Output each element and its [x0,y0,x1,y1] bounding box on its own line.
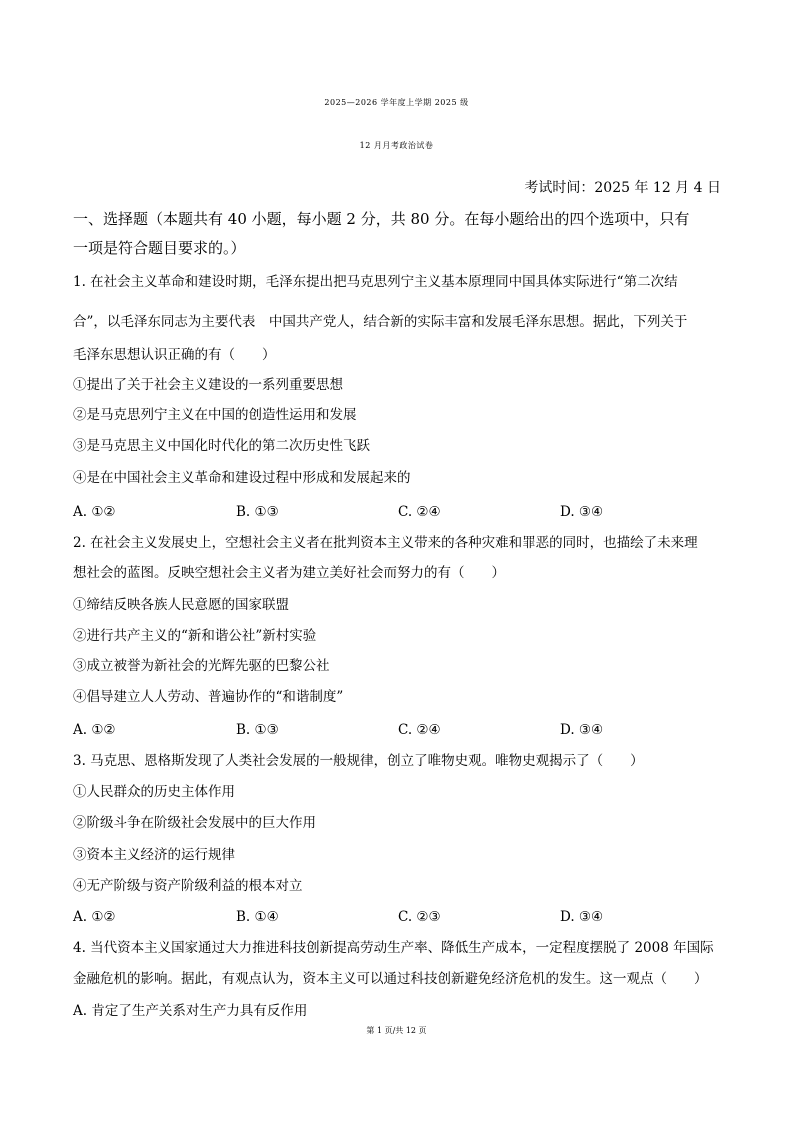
q3-option-c: C. ②③ [398,909,441,925]
q3-option-a: A. ①② [73,909,116,925]
q4-stem-line-1: 4. 当代资本主义国家通过大力推进科技创新提高劳动生产率、降低生产成本，一定程度摆脱了 2008 年国际 [73,940,714,956]
q2-option-b: B. ①③ [236,722,279,738]
q2-option-a: A. ①② [73,722,116,738]
page-footer: 第 1 页/共 12 页 [366,1026,427,1035]
section-instructions-line-2: 一项是符合题目要求的。） [73,239,246,257]
q1-options [73,503,733,521]
q2-option-d: D. ③④ [560,722,604,738]
q1-stem-line-1: 1. 在社会主义革命和建设时期，毛泽东提出把马克思列宁主义基本原理同中国具体实际进行“第二次结 [73,274,678,290]
q2-item-2: ②进行共产主义的“新和谐公社”新村实验 [73,628,317,644]
q3-item-1: ①人民群众的历史主体作用 [73,784,235,800]
q4-option-a: A. 肯定了生产关系对生产力具有反作用 [73,1003,308,1019]
q3-stem-line-1: 3. 马克思、恩格斯发现了人类社会发展的一般规律，创立了唯物史观。唯物史观揭示了（ ） [73,753,644,769]
q1-item-3: ③是马克思主义中国化时代化的第二次历史性飞跃 [73,438,370,454]
q3-option-d: D. ③④ [560,909,604,925]
q3-option-b: B. ①④ [236,909,279,925]
q1-option-c: C. ②④ [398,504,441,520]
exam-title-line-2: 12 月月考政治试卷 [359,141,434,150]
q3-item-3: ③资本主义经济的运行规律 [73,847,235,863]
section-instructions-line-1: 一、选择题（本题共有 40 小题，每小题 2 分，共 80 分。在每小题给出的四个选项中，只有 [73,210,690,228]
exam-date: 考试时间：2025 年 12 月 4 日 [524,180,721,196]
q1-option-a: A. ①② [73,504,116,520]
q1-item-4: ④是在中国社会主义革命和建设过程中形成和发展起来的 [73,470,411,486]
q1-item-1: ①提出了关于社会主义建设的一系列重要思想 [73,377,343,393]
q2-item-1: ①缔结反映各族人民意愿的国家联盟 [73,597,289,613]
q2-stem-line-2: 想社会的蓝图。反映空想社会主义者为建立美好社会而努力的有（ ） [73,565,505,581]
exam-title-line-1: 2025—2026 学年度上学期 2025 级 [324,98,469,107]
q1-stem-line-3: 毛泽东思想认识正确的有（ ） [73,347,276,363]
q2-option-c: C. ②④ [398,722,441,738]
q4-stem-line-2: 金融危机的影响。据此，有观点认为，资本主义可以通过科技创新避免经济危机的发生。这一观点（ ） [73,971,708,987]
q2-options [73,721,733,739]
q2-stem-line-1: 2. 在社会主义发展史上，空想社会主义者在批判资本主义带来的各种灾难和罪恶的同时，也描绘了未来理 [73,535,698,551]
q3-options [73,908,733,926]
q2-item-3: ③成立被誉为新社会的光辉先驱的巴黎公社 [73,658,330,674]
q1-option-b: B. ①③ [236,504,279,520]
q3-item-4: ④无产阶级与资产阶级利益的根本对立 [73,878,303,894]
q1-item-2: ②是马克思列宁主义在中国的创造性运用和发展 [73,407,357,423]
q2-item-4: ④倡导建立人人劳动、普遍协作的“和谐制度” [73,689,344,705]
q1-option-d: D. ③④ [560,504,604,520]
q3-item-2: ②阶级斗争在阶级社会发展中的巨大作用 [73,815,316,831]
q1-stem-line-2: 合”，以毛泽东同志为主要代表 中国共产党人，结合新的实际丰富和发展毛泽东思想。据此，下列关于 [73,314,688,330]
